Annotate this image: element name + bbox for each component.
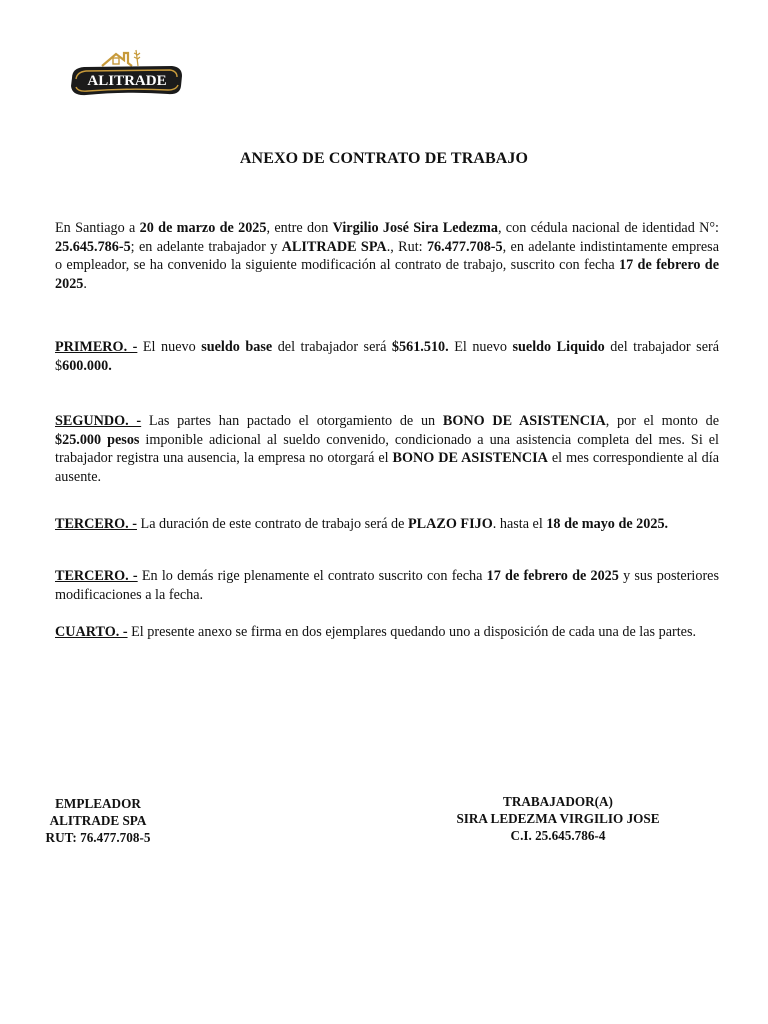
- document-title: ANEXO DE CONTRATO DE TRABAJO: [239, 150, 529, 167]
- worker-role: TRABAJADOR(A): [503, 794, 613, 809]
- clause-label: TERCERO. -: [55, 568, 138, 584]
- clause-label: CUARTO. -: [55, 624, 128, 640]
- employer-rut: RUT: 76.477.708-5: [45, 830, 151, 845]
- clause-label: PRIMERO. -: [55, 339, 138, 355]
- intro-paragraph: En Santiago a 20 de marzo de 2025, entre don Virgilio José Sira Ledezma, con cédula nacional de identidad N°: 25.645.786-5; en adelante trabajador y ALITRADE SPA., Rut: 76.477.708-5, en adelante indistintamente empresa o empleador, se ha convenido la siguiente modificación al contrato de trabajo, suscrito con fecha 17 de febrero de 2025.: [55, 220, 719, 292]
- clause-tercero-duration: TERCERO. - La duración de este contrato de trabajo será de PLAZO FIJO. hasta el 18 de mayo de 2025.: [55, 516, 669, 532]
- clause-label: TERCERO. -: [55, 516, 137, 532]
- alitrade-logo: [68, 44, 186, 100]
- worker-signature-block: [438, 793, 678, 844]
- clause-segundo: SEGUNDO. - Las partes han pactado el otorgamiento de un BONO DE ASISTENCIA, por el monto de $25.000 pesos imponible adicional al sueldo convenido, condicionado a una asistencia completa del mes. Si el trabajador registra una ausencia, la empresa no otorgará el BONO DE ASISTENCIA el mes correspondiente al día ausente.: [55, 413, 720, 485]
- clause-primero: PRIMERO. - El nuevo sueldo base del trabajador será $561.510. El nuevo sueldo Liquido del trabajador será $600.000.: [55, 339, 720, 374]
- clause-label: SEGUNDO. -: [55, 413, 142, 429]
- employer-name: ALITRADE SPA: [49, 813, 147, 828]
- clause-cuarto: CUARTO. - El presente anexo se firma en dos ejemplares quedando uno a disposición de cada una de las partes.: [55, 624, 697, 640]
- clause-tercero-general: TERCERO. - En lo demás rige plenamente el contrato suscrito con fecha 17 de febrero de 2025 y sus posteriores modificaciones a la fecha.: [55, 568, 720, 603]
- worker-ci: C.I. 25.645.786-4: [510, 828, 606, 843]
- logo-graphic: [68, 44, 186, 100]
- worker-name: SIRA LEDEZMA VIRGILIO JOSE: [456, 811, 660, 826]
- employer-signature-block: [28, 795, 168, 846]
- employer-role: EMPLEADOR: [55, 796, 141, 811]
- logo-text: ALITRADE: [87, 73, 167, 89]
